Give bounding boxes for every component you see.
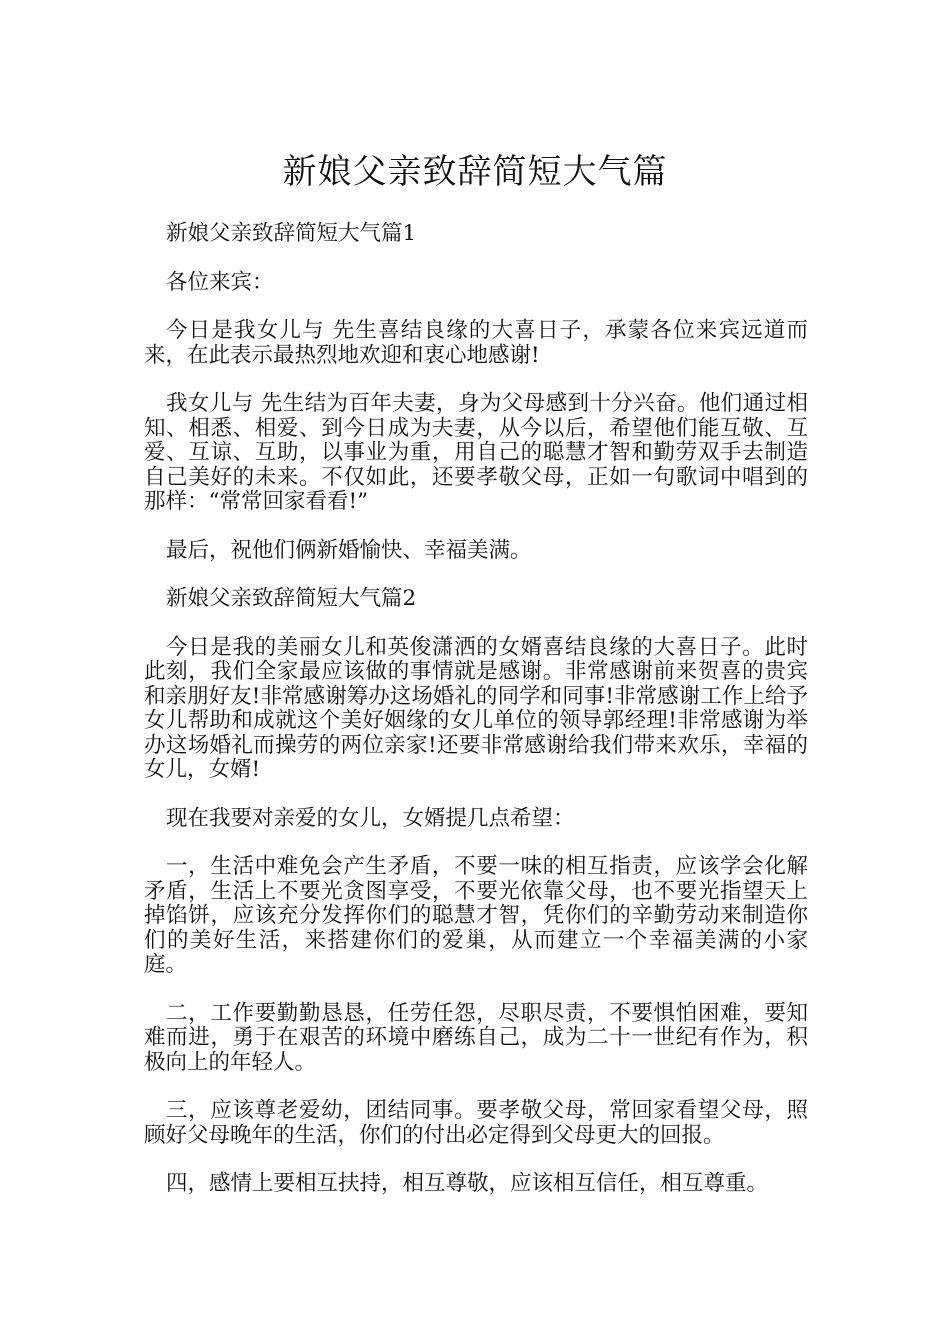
paragraph: 二，工作要勤勤恳恳，任劳任怨，尽职尽责，不要惧怕困难，要知难而进，勇于在艰苦的环境中磨练自己，成为二十一世纪有作为，积极向上的年轻人。 (144, 1000, 808, 1075)
paragraph: 今日是我女儿与 先生喜结良缘的大喜日子，承蒙各位来宾远道而来，在此表示最热烈地欢迎和衷心地感谢! (144, 318, 808, 368)
paragraph: 现在我要对亲爱的女儿，女婿提几点希望： (166, 805, 575, 831)
paragraph: 我女儿与 先生结为百年夫妻，身为父母感到十分兴奋。他们通过相知、相悉、相爱、到今日成为夫妻，从今以后，希望他们能互敬、互爱、互谅、互助，以事业为重，用自己的聪慧才智和勤劳双手去制造自己美好的未来。不仅如此，还要孝敬父母，正如一句歌词中唱到的那样：“常常回家看看!” (144, 391, 808, 514)
paragraph: 三，应该尊老爱幼，团结同事。要孝敬父母，常回家看望父母，照顾好父母晚年的生活，你们的付出必定得到父母更大的回报。 (144, 1098, 808, 1148)
paragraph: 最后，祝他们俩新婚愉快、幸福美满。 (166, 537, 532, 563)
document-title: 新娘父亲致辞简短大气篇 (282, 151, 668, 192)
paragraph: 四，感情上要相互扶持，相互尊敬，应该相互信任，相互尊重。 (166, 1171, 769, 1196)
salutation: 各位来宾： (166, 269, 274, 295)
section-heading-1: 新娘父亲致辞简短大气篇1 (166, 221, 417, 246)
paragraph: 一，生活中难免会产生矛盾，不要一味的相互指责，应该学会化解矛盾，生活上不要光贪图享受，不要光依靠父母，也不要光指望天上掉馅饼，应该充分发挥你们的聪慧才智，凭你们的辛勤劳动来制造你们的美好生活，来搭建你们的爱巢，从而建立一个幸福美满的小家庭。 (144, 854, 808, 977)
document-body (144, 222, 808, 1221)
section-heading-2: 新娘父亲致辞简短大气篇2 (166, 586, 417, 611)
paragraph: 今日是我的美丽女儿和英俊潇洒的女婿喜结良缘的大喜日子。此时此刻，我们全家最应该做的事情就是感谢。非常感谢前来贺喜的贵宾和亲朋好友!非常感谢筹办这场婚礼的同学和同事!非常感谢工作上给予女儿帮助和成就这个美好姻缘的女儿单位的领导郭经理!非常感谢为举办这场婚礼而操劳的两位亲家!还要非常感谢给我们带来欢乐，幸福的女儿，女婿! (144, 634, 808, 782)
